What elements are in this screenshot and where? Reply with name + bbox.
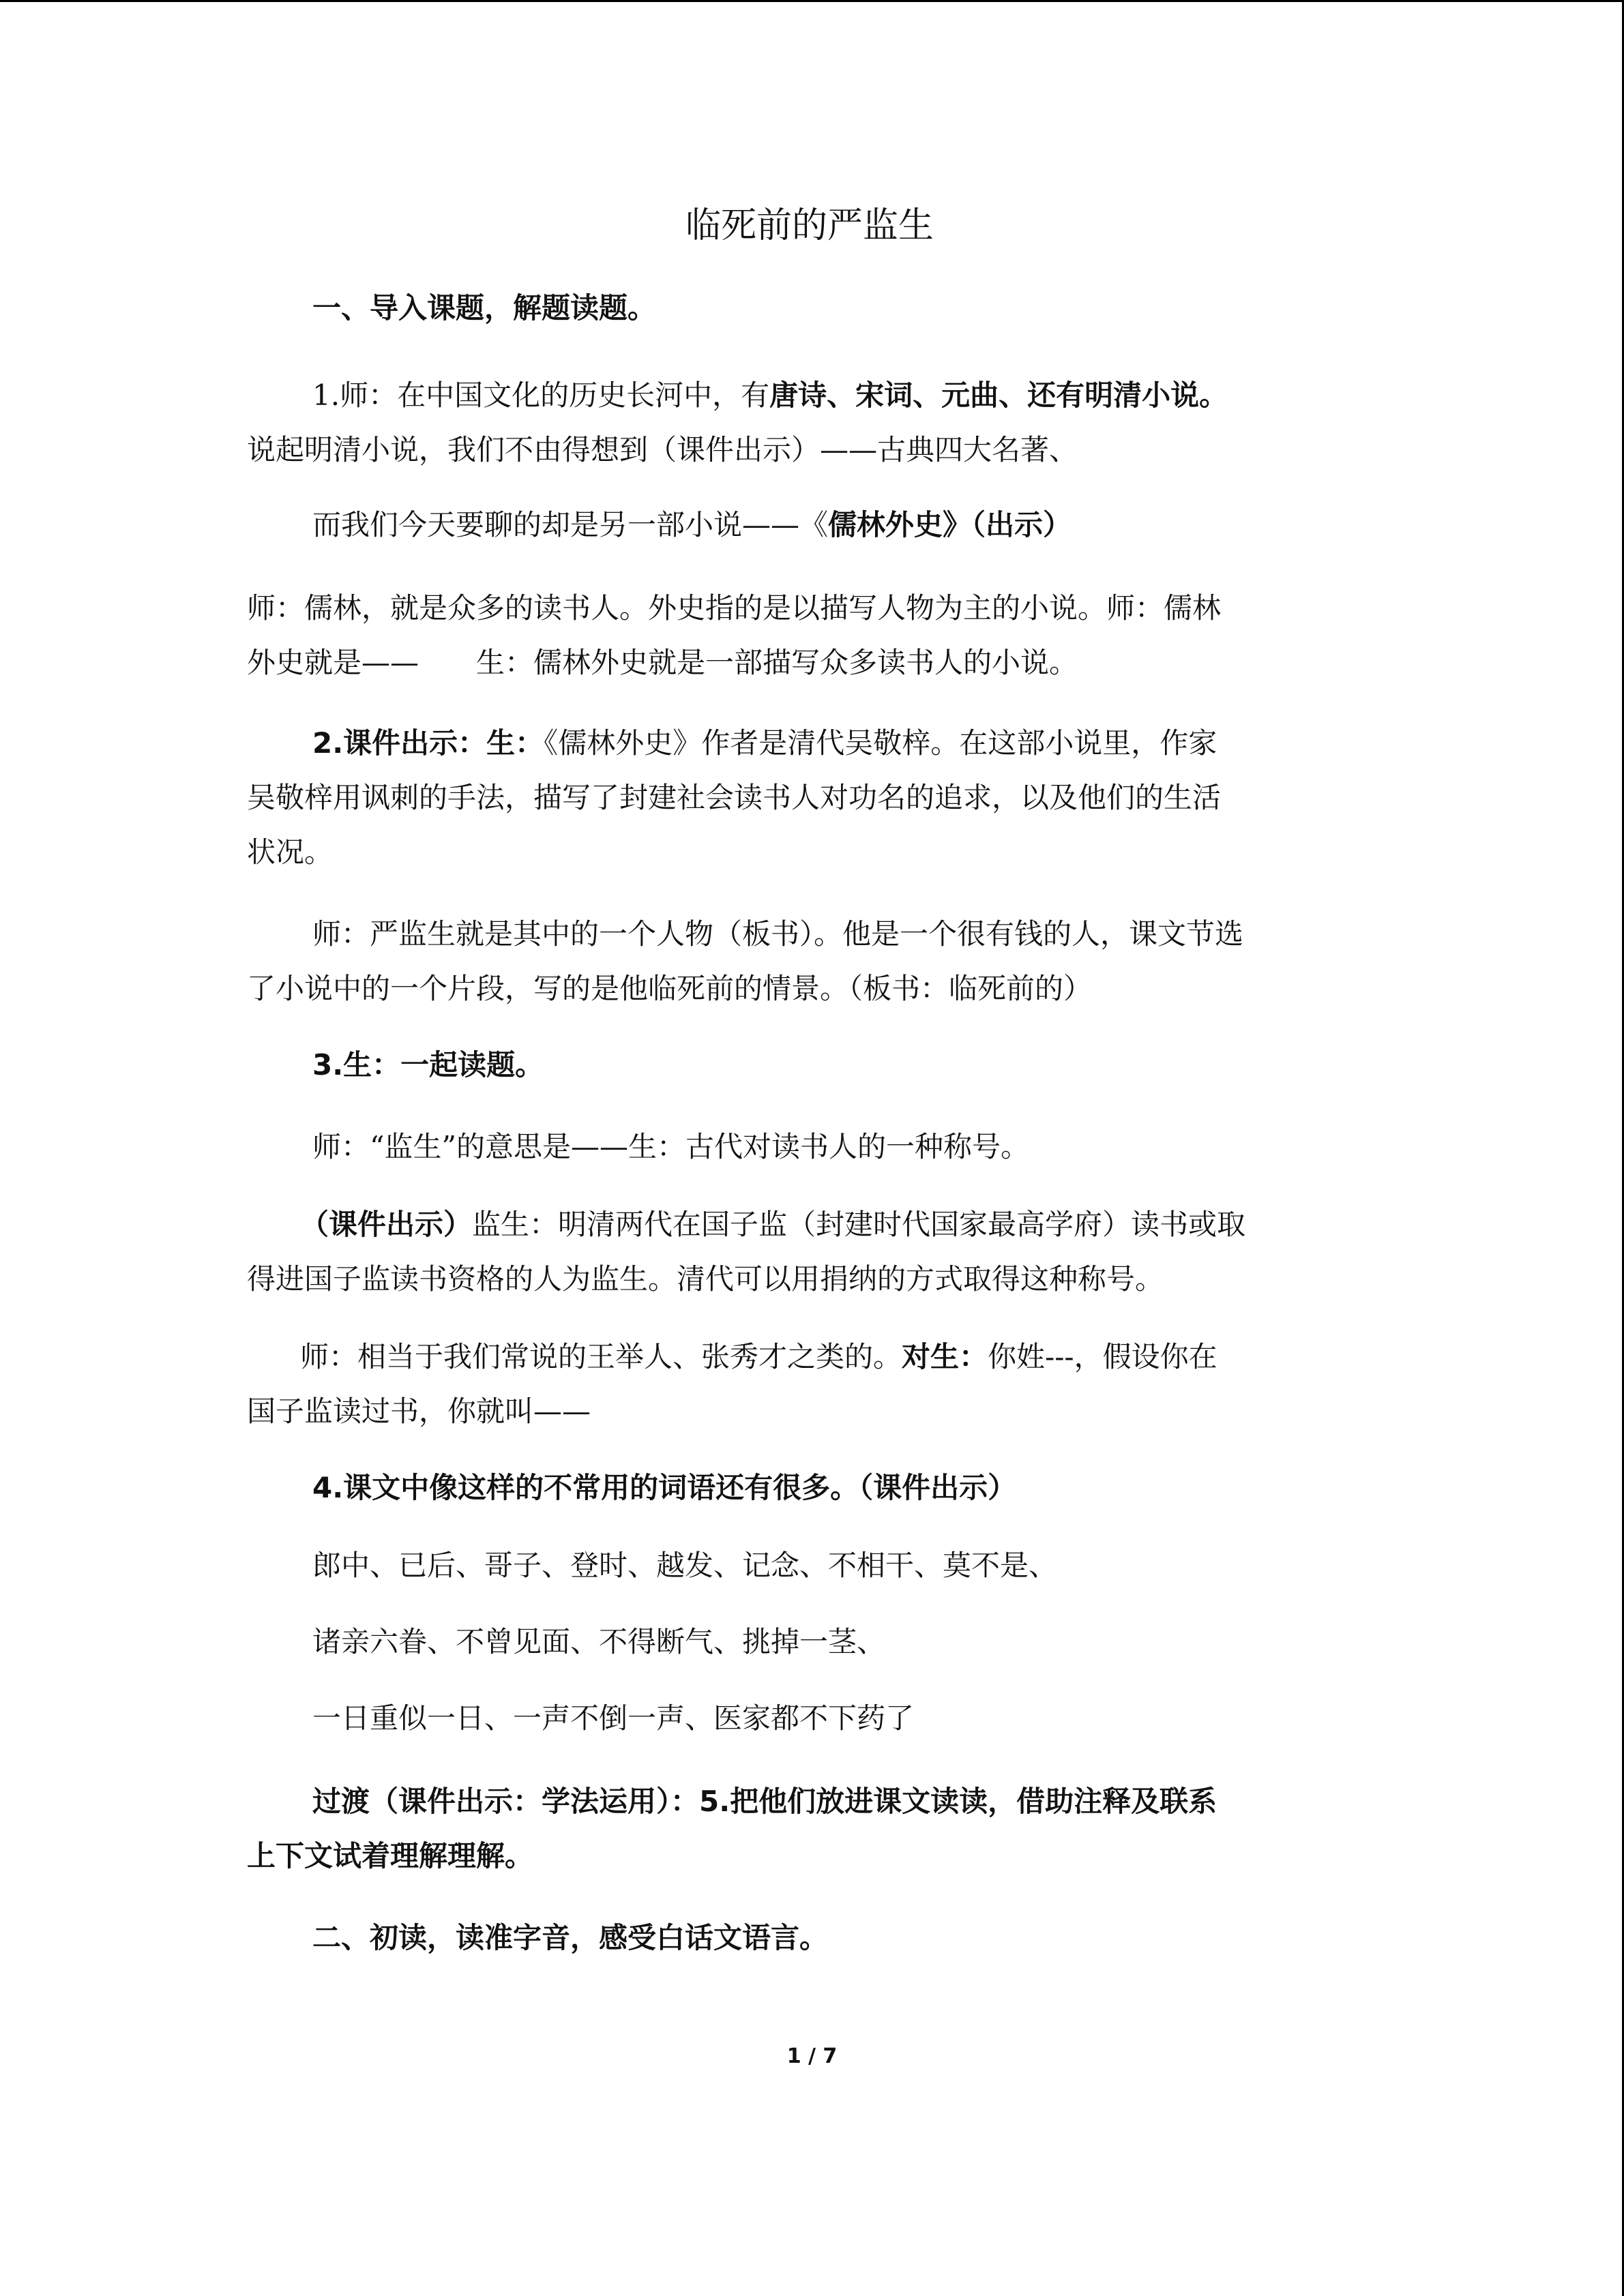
paragraph-1-text: 1.师：在中国文化的历史长河中，有 bbox=[312, 378, 770, 412]
paragraph-3-line1: 师：儒林，就是众多的读书人。外史指的是以描写人物为主的小说。师：儒林 bbox=[247, 591, 1222, 625]
section-heading-1: 一、导入课题，解题读题。 bbox=[312, 291, 657, 325]
paragraph-9 bbox=[247, 1330, 1372, 1439]
paragraph-4-line3: 状况。 bbox=[247, 835, 334, 869]
paragraph-8-text: 监生：明清两代在国子监（封建时代国家最高学府）读书或取 bbox=[472, 1208, 1246, 1241]
paragraph-4-bold: 2.课件出示：生： bbox=[312, 726, 544, 760]
paragraph-8-bold: （课件出示） bbox=[300, 1208, 473, 1241]
paragraph-9-tail: 你姓---，假设你在 bbox=[988, 1340, 1217, 1373]
paragraph-5-line1: 师：严监生就是其中的一个人物（板书）。他是一个很有钱的人，课文节选 bbox=[312, 917, 1244, 951]
paragraph-9-bold: 对生： bbox=[902, 1340, 988, 1373]
paragraph-11 bbox=[247, 1774, 1372, 1883]
paragraph-1-line2: 说起明清小说，我们不由得想到（课件出示）——古典四大名著、 bbox=[247, 433, 1078, 466]
section-heading-2: 二、初读，读准字音，感受白话文语言。 bbox=[312, 1921, 829, 1954]
paragraph-11-line1: 过渡（课件出示：学法运用）：5.把他们放进课文读读，借助注释及联系 bbox=[312, 1785, 1217, 1818]
paragraph-1-bold: 唐诗、宋词、元曲、还有明清小说。 bbox=[769, 378, 1228, 412]
paragraph-3 bbox=[247, 581, 1372, 690]
page-border-top bbox=[0, 0, 1624, 2]
vocab-line-3: 一日重似一日、一声不倒一声、医家都不下药了 bbox=[312, 1701, 915, 1735]
paragraph-9-text: 师：相当于我们常说的王举人、张秀才之类的。 bbox=[300, 1340, 902, 1373]
paragraph-3-line2: 外史就是—— 生：儒林外史就是一部描写众多读书人的小说。 bbox=[247, 646, 1078, 679]
paragraph-4-text: 《儒林外史》作者是清代吴敬梓。在这部小说里，作家 bbox=[544, 726, 1217, 760]
paragraph-6: 3.生：一起读题。 bbox=[312, 1048, 544, 1082]
paragraph-4 bbox=[247, 716, 1372, 880]
paragraph-11-line2: 上下文试着理解理解。 bbox=[247, 1839, 534, 1873]
paragraph-2 bbox=[247, 498, 1438, 552]
vocab-line-1: 郎中、已后、哥子、登时、越发、记念、不相干、莫不是、 bbox=[312, 1549, 1058, 1582]
paragraph-2-text: 而我们今天要聊的却是另一部小说——《 bbox=[312, 508, 829, 541]
page-title: 临死前的严监生 bbox=[685, 205, 934, 246]
paragraph-4-line2: 吴敬梓用讽刺的手法，描写了封建社会读书人对功名的追求，以及他们的生活 bbox=[247, 781, 1222, 814]
paragraph-2-tail: 》（出示） bbox=[943, 508, 1072, 541]
paragraph-7: 师：“监生”的意思是——生：古代对读书人的一种称号。 bbox=[312, 1130, 1029, 1163]
vocab-line-2: 诸亲六眷、不曾见面、不得断气、挑掉一茎、 bbox=[312, 1625, 886, 1658]
paragraph-1 bbox=[247, 368, 1372, 477]
paragraph-10: 4.课文中像这样的不常用的词语还有很多。（课件出示） bbox=[312, 1471, 1017, 1504]
paragraph-8 bbox=[247, 1197, 1372, 1307]
paragraph-2-bold: 儒林外史 bbox=[828, 508, 943, 541]
paragraph-8-line2: 得进国子监读书资格的人为监生。清代可以用捐纳的方式取得这种称号。 bbox=[247, 1262, 1164, 1296]
paragraph-5-line2: 了小说中的一个片段，写的是他临死前的情景。（板书：临死前的） bbox=[247, 972, 1093, 1005]
paragraph-9-line2: 国子监读过书，你就叫—— bbox=[247, 1395, 591, 1428]
paragraph-5 bbox=[247, 907, 1372, 1016]
page-number: 1 / 7 bbox=[786, 2044, 838, 2068]
